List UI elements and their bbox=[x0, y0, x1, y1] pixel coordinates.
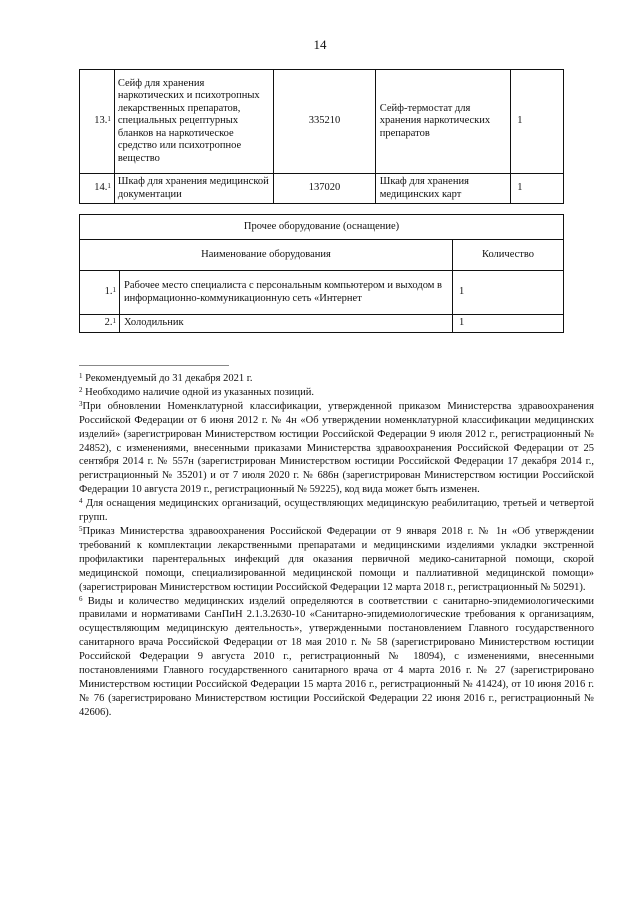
table-row bbox=[80, 271, 564, 315]
column-header-name: Наименование оборудования bbox=[80, 240, 453, 271]
equipment-name: Холодильник bbox=[120, 315, 453, 333]
footnote: $^1$ Рекомендуемый до 31 декабря 2021 г. bbox=[79, 372, 253, 384]
equipment-quantity: 1 bbox=[453, 271, 564, 315]
equipment-kind: Шкаф для хранения медицинских карт bbox=[375, 174, 511, 204]
table-header-row bbox=[80, 240, 564, 271]
page-number: 14 bbox=[313, 37, 327, 52]
row-number: 14.$^1$ bbox=[80, 174, 115, 204]
table-row bbox=[80, 174, 564, 204]
table-title: Прочее оборудование (оснащение) bbox=[80, 215, 564, 240]
equipment-code: 335210 bbox=[274, 70, 375, 174]
equipment-quantity: 1 bbox=[511, 174, 564, 204]
other-equipment-table bbox=[79, 214, 564, 333]
footnote: $^4$ Для оснащения медицинских организаций, осуществляющих медицинскую реабилитацию, третьей и четвертой групп. bbox=[79, 497, 594, 524]
table-row bbox=[80, 70, 564, 174]
footnote-separator bbox=[79, 365, 229, 366]
equipment-name: Рабочее место специалиста с персональным компьютером и выходом в информационно-коммуникационную сеть «Интернет bbox=[120, 271, 453, 315]
footnote: $^3$При обновлении Номенклатурной классификации, утвержденной приказом Министерства здравоохранения Российской Федерации от 6 июня 2012 г. № 4н «Об утверждении номенклатурной классификации медицинских изделий» (зарегистрирован Министерством юстиции Российской Федерации 9 июля 2012 г., регистрационный № 24852), с изменениями, внесенными приказами Министерства здравоохранения Российской Федерации от 25 сентября 2014 г. № 557н (зарегистрирован Министерством юстиции Российской Федерации 17 декабря 2014 г., регистрационный № 35201) и от 7 июля 2020 г. № 686н (зарегистрирован Министерством юстиции Российской Федерации 10 августа 2019 г., регистрационный № 59225), код вида может быть изменен. bbox=[79, 399, 594, 496]
row-number: 1.$^1$ bbox=[80, 271, 120, 315]
equipment-quantity: 1 bbox=[453, 315, 564, 333]
footnote: $^2$ Необходимо наличие одной из указанных позиций. bbox=[79, 385, 314, 398]
row-number: 2.$^1$ bbox=[80, 315, 120, 333]
footnotes bbox=[79, 372, 594, 720]
table-header-row bbox=[80, 215, 564, 240]
column-header-quantity: Количество bbox=[453, 240, 564, 271]
equipment-code: 137020 bbox=[274, 174, 375, 204]
row-number: 13.$^1$ bbox=[80, 70, 115, 174]
equipment-name: Сейф для хранения наркотических и психотропных лекарственных препаратов, специальных рецептурных бланков на наркотическое средство или психотропное вещество bbox=[114, 70, 273, 174]
equipment-quantity: 1 bbox=[511, 70, 564, 174]
equipment-table bbox=[79, 69, 564, 204]
footnote: $^6$ Виды и количество медицинских изделий определяются в соответствии с санитарно-эпидемиологическими правилами и нормативами СанПиН 2.1.3.2630-10 «Санитарно-эпидемиологические требования к организациям, осуществляющим медицинскую деятельность», утвержденными постановлением Главного государственного санитарного врача Российской Федерации от 18 мая 2010 г. № 58 (зарегистрировано Министерством юстиции Российской Федерации 9 августа 2010 г., регистрационный № 18094), с изменениями, внесенными постановлениями Главного государственного санитарного врача от 4 марта 2016 г. № 27 (зарегистрировано Министерством юстиции Российской Федерации 15 марта 2016 г., регистрационный № 41424), от 10 июня 2016 г. № 76 (зарегистрировано Министерством юстиции Российской Федерации 22 июня 2016 г., регистрационный № 42606). bbox=[79, 594, 595, 718]
equipment-name: Шкаф для хранения медицинской документации bbox=[114, 174, 273, 204]
equipment-kind: Сейф-термостат для хранения наркотических препаратов bbox=[375, 70, 511, 174]
table-row bbox=[80, 315, 564, 333]
footnote: $^5$Приказ Министерства здравоохранения Российской Федерации от 9 января 2018 г. № 1н «Об утверждении требований к комплектации лекарственными препаратами и медицинскими изделиями укладки экстренной профилактики парентеральных инфекций для оказания первичной медико-санитарной помощи, скорой медицинской помощи, специализированной медицинской помощи и паллиативной медицинской помощи» (зарегистрирован Министерством юстиции Российской Федерации 12 марта 2018 г., регистрационный № 50291). bbox=[79, 524, 594, 593]
